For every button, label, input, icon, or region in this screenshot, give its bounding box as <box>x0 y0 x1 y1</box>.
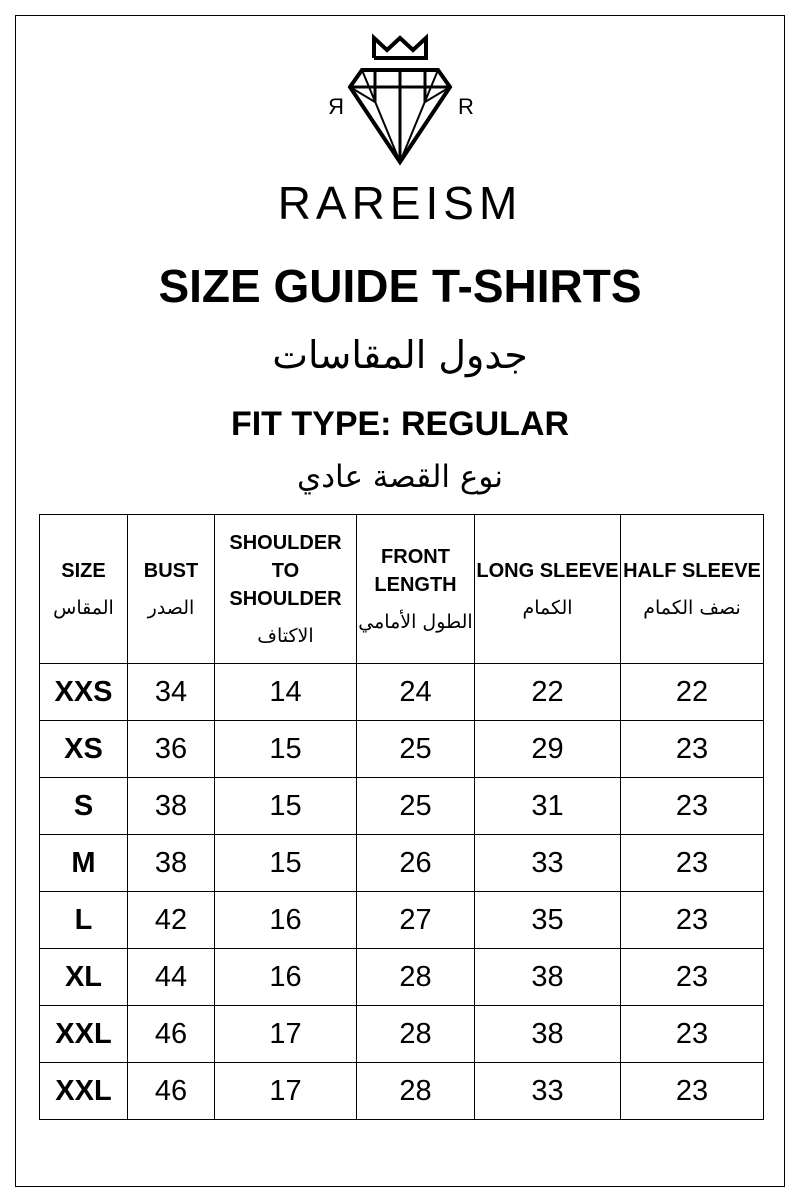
table-row <box>40 1006 764 1063</box>
measurement-cell: 14 <box>215 664 357 721</box>
table-row <box>40 1063 764 1120</box>
column-label-ar: الاكتاف <box>257 625 314 647</box>
logo-letter-right: R <box>458 94 474 119</box>
table-row <box>40 664 764 721</box>
measurement-cell: 33 <box>475 835 621 892</box>
fit-type-arabic: نوع القصة عادي <box>296 459 504 495</box>
page-title-arabic: جدول المقاسات <box>272 333 528 377</box>
measurement-cell: 35 <box>475 892 621 949</box>
measurement-cell: 23 <box>621 949 764 1006</box>
column-label-en: LONG SLEEVE <box>476 560 619 582</box>
size-cell: XXL <box>40 1063 128 1120</box>
measurement-cell: 46 <box>128 1006 215 1063</box>
measurement-cell: 44 <box>128 949 215 1006</box>
measurement-cell: 15 <box>215 778 357 835</box>
size-cell: XL <box>40 949 128 1006</box>
measurement-cell: 23 <box>621 1063 764 1120</box>
size-cell: S <box>40 778 128 835</box>
column-label-ar: المقاس <box>53 597 114 619</box>
measurement-cell: 17 <box>215 1006 357 1063</box>
page-title: SIZE GUIDE T-SHIRTS <box>158 260 642 312</box>
column-label-en: SIZE <box>61 560 106 582</box>
size-cell: L <box>40 892 128 949</box>
measurement-cell: 24 <box>357 664 475 721</box>
table-row <box>40 721 764 778</box>
column-header-front-length <box>357 515 475 664</box>
measurement-cell: 25 <box>357 721 475 778</box>
measurement-cell: 31 <box>475 778 621 835</box>
size-cell: XXL <box>40 1006 128 1063</box>
size-cell: M <box>40 835 128 892</box>
measurement-cell: 29 <box>475 721 621 778</box>
table-row <box>40 778 764 835</box>
measurement-cell: 26 <box>357 835 475 892</box>
column-label-ar: نصف الكمام <box>643 597 741 619</box>
column-label-en: HALF SLEEVE <box>623 560 761 582</box>
measurement-cell: 42 <box>128 892 215 949</box>
table-body <box>40 664 764 1120</box>
measurement-cell: 38 <box>128 778 215 835</box>
column-label-ar: الطول الأمامي <box>358 611 473 633</box>
measurement-cell: 36 <box>128 721 215 778</box>
measurement-cell: 25 <box>357 778 475 835</box>
column-label-en: SHOULDER TO SHOULDER <box>229 532 342 610</box>
measurement-cell: 28 <box>357 1063 475 1120</box>
measurement-cell: 22 <box>621 664 764 721</box>
measurement-cell: 28 <box>357 1006 475 1063</box>
column-label-ar: الكمام <box>522 597 573 619</box>
measurement-cell: 46 <box>128 1063 215 1120</box>
measurement-cell: 15 <box>215 835 357 892</box>
measurement-cell: 16 <box>215 949 357 1006</box>
measurement-cell: 27 <box>357 892 475 949</box>
column-label-ar: الصدر <box>147 597 195 619</box>
logo-letter-left: R <box>328 94 344 119</box>
column-header-bust <box>128 515 215 664</box>
table-header-row <box>40 515 764 664</box>
table-row <box>40 949 764 1006</box>
measurement-cell: 15 <box>215 721 357 778</box>
measurement-cell: 23 <box>621 1006 764 1063</box>
measurement-cell: 23 <box>621 835 764 892</box>
measurement-cell: 16 <box>215 892 357 949</box>
measurement-cell: 33 <box>475 1063 621 1120</box>
measurement-cell: 17 <box>215 1063 357 1120</box>
measurement-cell: 22 <box>475 664 621 721</box>
diamond-crown-logo-icon <box>310 32 490 172</box>
column-label-en: BUST <box>143 560 199 582</box>
column-header-size <box>40 515 128 664</box>
column-header-shoulder <box>215 515 357 664</box>
table-row <box>40 892 764 949</box>
brand-name: RAREISM <box>277 177 523 229</box>
measurement-cell: 38 <box>475 949 621 1006</box>
column-label-en: FRONT LENGTH <box>374 546 457 596</box>
size-cell: XXS <box>40 664 128 721</box>
measurement-cell: 23 <box>621 721 764 778</box>
measurement-cell: 23 <box>621 892 764 949</box>
measurement-cell: 38 <box>475 1006 621 1063</box>
size-chart-table <box>39 514 764 1120</box>
measurement-cell: 38 <box>128 835 215 892</box>
column-header-half-sleeve <box>621 515 764 664</box>
table-row <box>40 835 764 892</box>
fit-type: FIT TYPE: REGULAR <box>230 405 570 443</box>
measurement-cell: 28 <box>357 949 475 1006</box>
size-cell: XS <box>40 721 128 778</box>
column-header-long-sleeve <box>475 515 621 664</box>
measurement-cell: 34 <box>128 664 215 721</box>
measurement-cell: 23 <box>621 778 764 835</box>
